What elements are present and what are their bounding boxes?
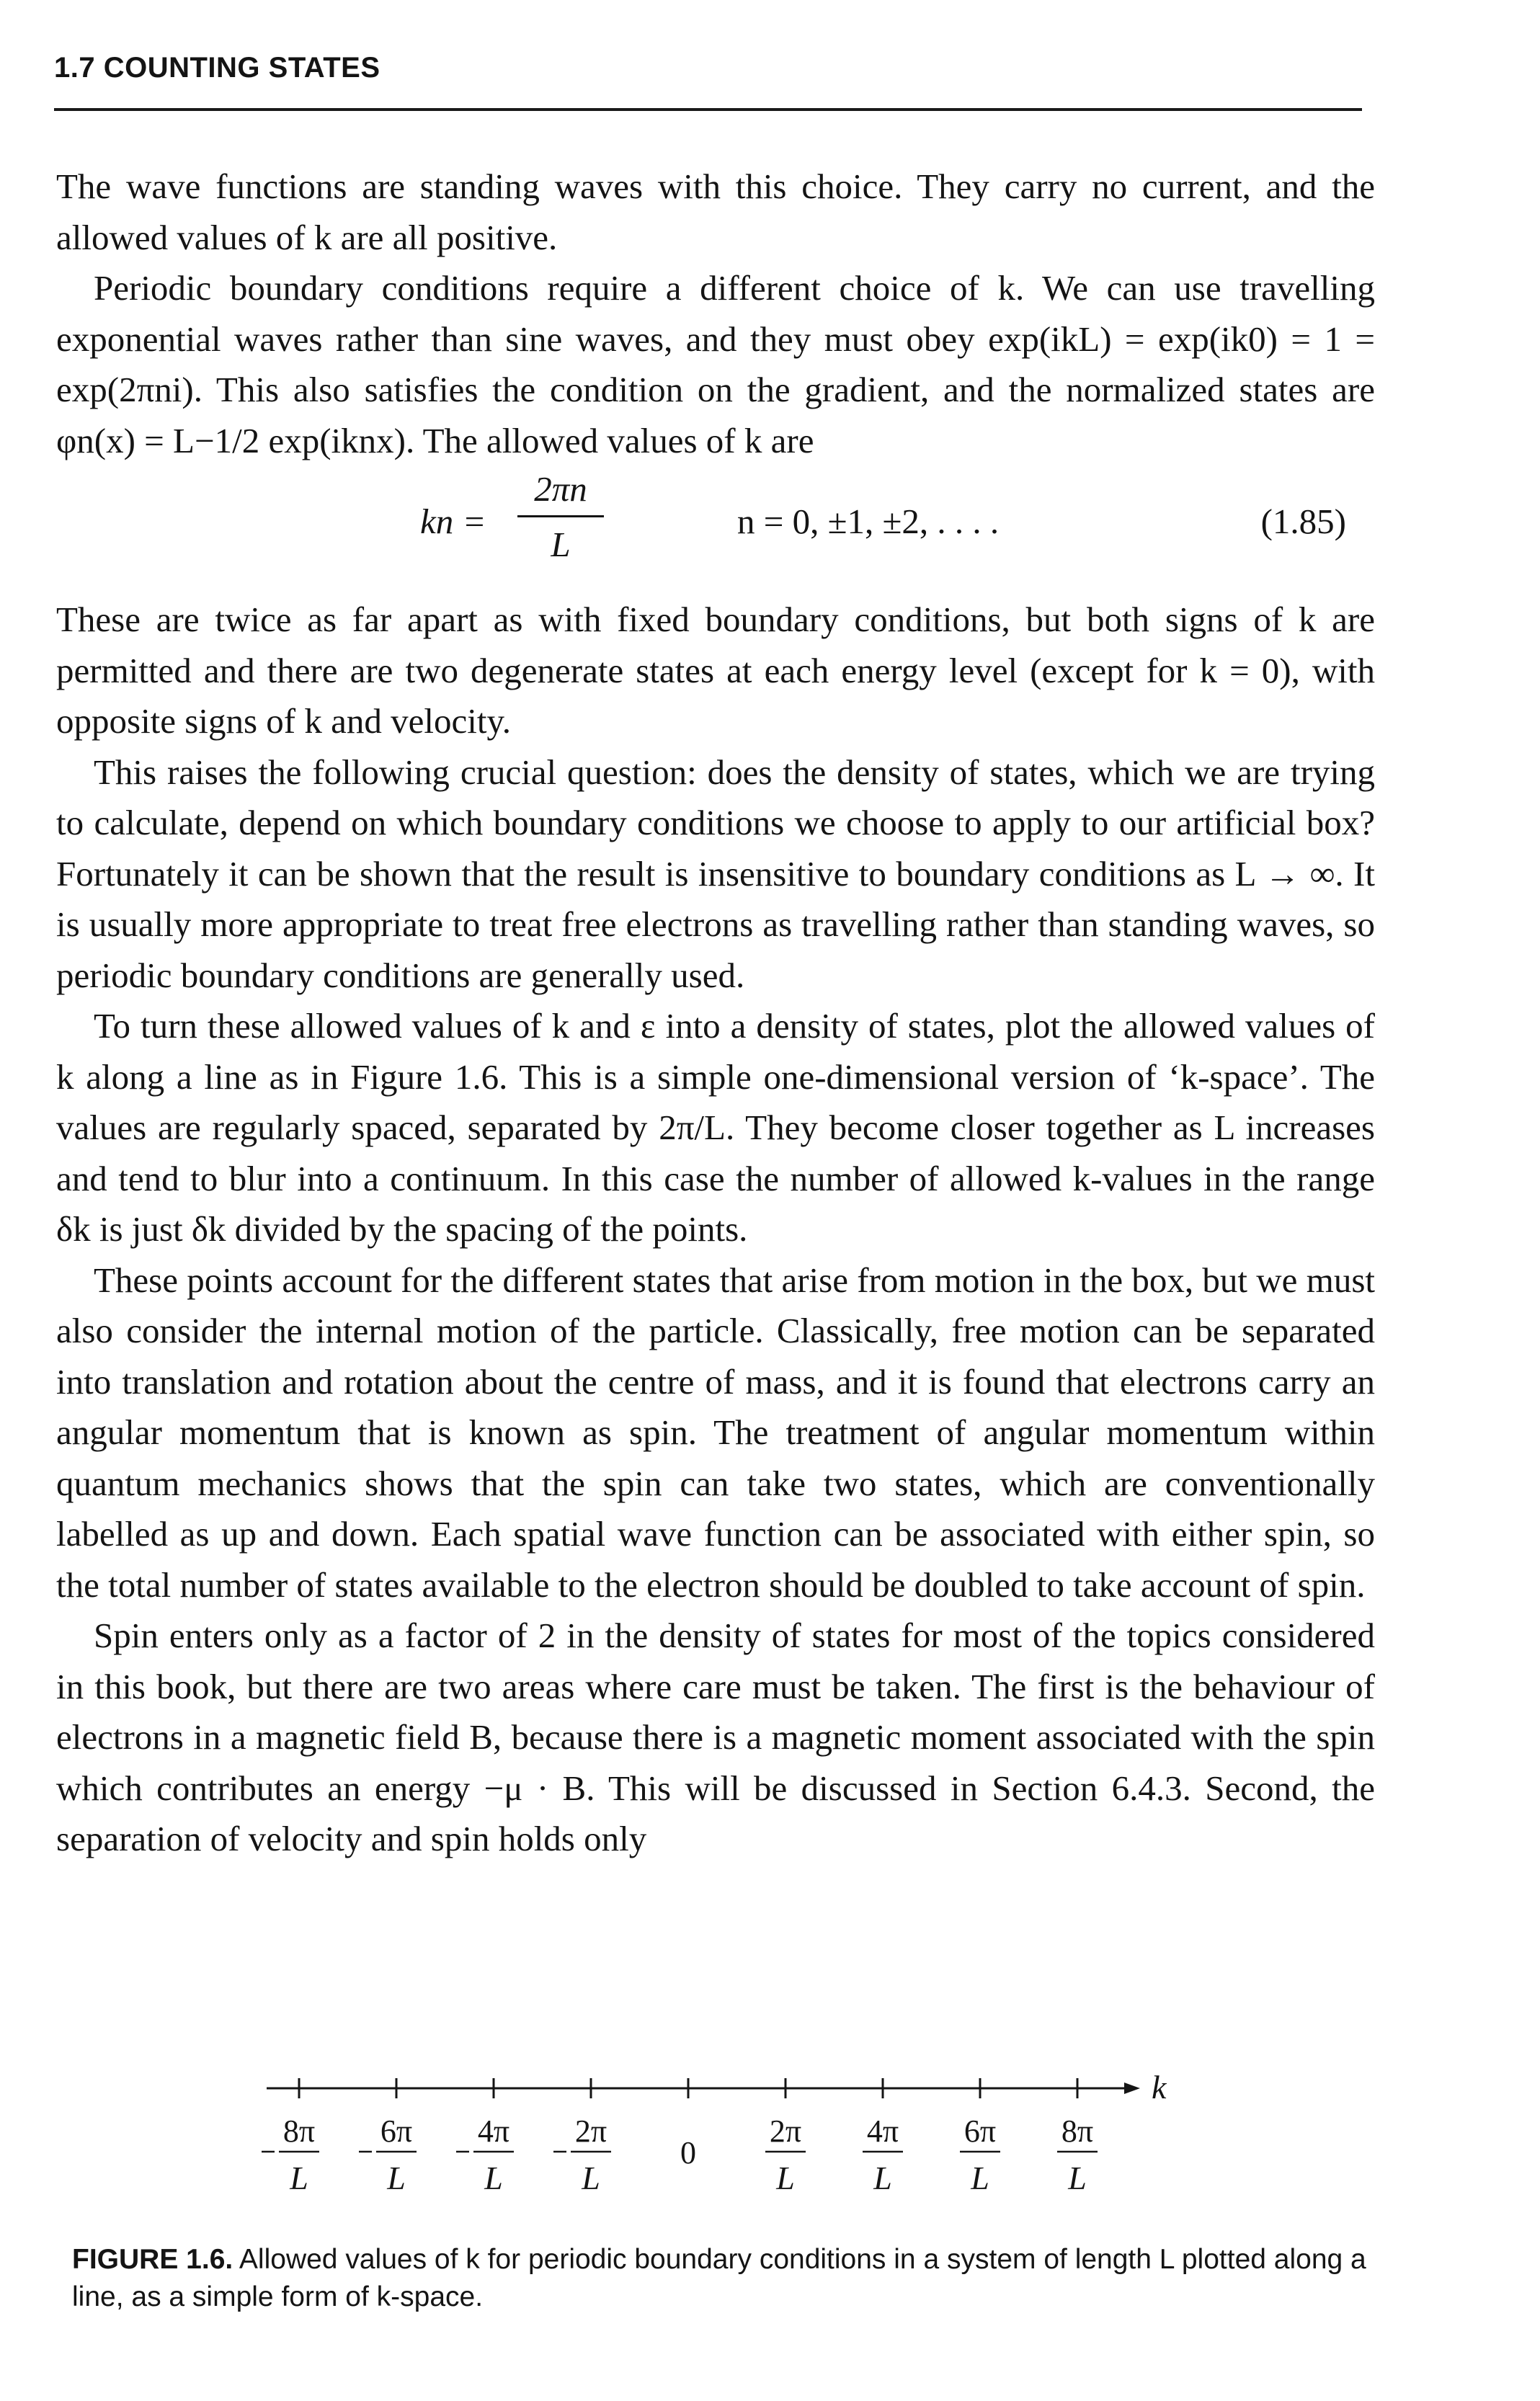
k-axis-label: k [1152, 2069, 1167, 2106]
tick-label-denominator: L [484, 2160, 503, 2196]
header-rule [54, 108, 1362, 111]
tick-label-numerator: 2π [769, 2113, 802, 2149]
tick-label-numerator: 6π [963, 2113, 997, 2149]
caption-label: FIGURE 1.6. [72, 2244, 233, 2275]
paragraph-2: Periodic boundary conditions require a different choice of k. We can use travelling exponential waves rather than sine waves, and they must obey exp(ikL) = exp(ik0) = 1 = exp(2πni). This also satisfies the condition on the gradient, and the normalized states are φn(x) = L−1/2 exp(iknx). The allowed values of k are [56, 268, 1375, 460]
tick-label-denominator: L [582, 2160, 600, 2196]
paragraph-1: The wave functions are standing waves with this choice. They carry no current, and the allowed values of k are all positive. [56, 166, 1375, 257]
tick-label-numerator: 8π [1061, 2113, 1094, 2149]
equation-number: (1.85) [1260, 502, 1346, 541]
equation-lhs: kn = [420, 502, 486, 541]
k-axis-arrowhead [1124, 2082, 1140, 2094]
paragraph-7: Spin enters only as a factor of 2 in the density of states for most of the topics considered in this book, but there are two areas where care must be taken. The first is the behaviour of electrons in a magnetic field B, because there is a magnetic moment associated with the spin which contributes an energy −μ · B. This will be discussed in Section 6.4.3. Second, the separation of velocity and spin holds only [56, 1616, 1375, 1858]
equation-range: n = 0, ±1, ±2, . . . . [737, 502, 1000, 541]
figure-1-6 [238, 2061, 1247, 2227]
tick-label-numerator: 4π [866, 2113, 899, 2149]
equation-fraction [517, 466, 604, 568]
tick-label-numerator: 6π [380, 2113, 413, 2149]
fraction-bar [517, 515, 604, 517]
tick-label-zero: 0 [680, 2135, 696, 2170]
k-space-diagram [238, 2061, 1247, 2227]
equation-denominator: L [551, 525, 571, 564]
caption-text: Allowed values of k for periodic boundary conditions in a system of length L plotted along a line, as a simple form of k-space. [72, 2244, 1366, 2312]
tick-group [262, 2078, 1098, 2196]
paragraph-4: This raises the following crucial question: does the density of states, which we are trying to calculate, depend on which boundary conditions we choose to apply to our artificial box? Fortunately it can be shown that the result is insensitive to boundary conditions as L → ∞. It is usually more appropriate to treat free electrons as travelling rather than standing waves, so periodic boundary conditions are generally used. [56, 752, 1375, 995]
tick-label-denominator: L [873, 2160, 892, 2196]
figure-caption [72, 2241, 1405, 2316]
tick-label-numerator: 4π [477, 2113, 510, 2149]
tick-label-numerator: 2π [574, 2113, 607, 2149]
equation-1-85 [56, 466, 1375, 594]
paragraph-3: These are twice as far apart as with fixed boundary conditions, but both signs of k are permitted and there are two degenerate states at each energy level (except for k = 0), with opposite signs of k and velocity. [56, 600, 1375, 741]
paragraph-6: These points account for the different states that arise from motion in the box, but we must also consider the internal motion of the particle. Classically, free motion can be separated into translation and rotation about the centre of mass, and it is found that electrons carry an angular momentum that is known as spin. The treatment of angular momentum within quantum mechanics shows that the spin can take two states, which are conventionally labelled as up and down. Each spatial wave function can be associated with either spin, so the total number of states available to the electron should be doubled to take account of spin. [56, 1260, 1375, 1605]
equation-numerator: 2πn [534, 469, 587, 509]
paragraph-5: To turn these allowed values of k and ε into a density of states, plot the allowed values of k along a line as in Figure 1.6. This is a simple one-dimensional version of ‘k-space’. The values are regularly spaced, separated by 2π/L. They become closer together as L increases and tend to blur into a continuum. In this case the number of allowed k-values in the range δk is just δk divided by the spacing of the points. [56, 1006, 1375, 1249]
tick-label-denominator: L [387, 2160, 406, 2196]
tick-label-denominator: L [776, 2160, 795, 2196]
section-header: 1.7 COUNTING STATES [54, 52, 380, 84]
tick-label-denominator: L [290, 2160, 308, 2196]
tick-label-denominator: L [1068, 2160, 1087, 2196]
tick-label-denominator: L [971, 2160, 989, 2196]
body-text [56, 161, 1375, 1865]
tick-label-numerator: 8π [282, 2113, 316, 2149]
